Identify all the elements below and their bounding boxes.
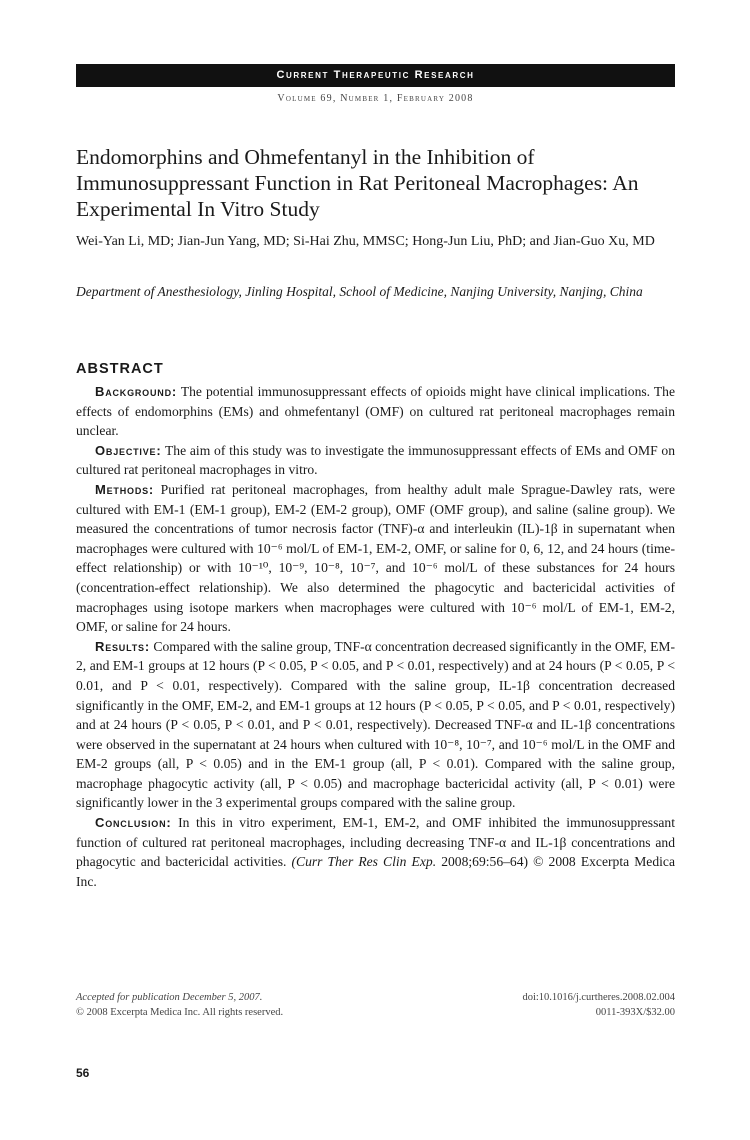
abstract-conclusion [76, 813, 675, 891]
doi: doi:10.1016/j.curtheres.2008.02.004 [522, 992, 675, 1003]
methods-text: Purified rat peritoneal macrophages, from healthy adult male Sprague-Dawley rats, were cultured with EM-1 (EM-1 group), EM-2 (EM-2 group), OMF (OMF group), and saline (saline group). We measured the concentrations of tumor necrosis factor (TNF)-α and interleukin (IL)-1β in supernatant when macrophages were cultured with 10⁻⁶ mol/L of EM-1, EM-2, OMF, or saline for 0, 6, 12, and 24 hours (time-effect relationship) or with 10⁻¹⁰, 10⁻⁹, 10⁻⁸, 10⁻⁷, and 10⁻⁶ mol/L of these substances for 24 hours (concentration-effect relationship). We also determined the phagocytic and bactericidal activities of macrophages using isotope markers when macrophages were cultured with 10⁻⁶ mol/L of EM-1, EM-2, OMF, or saline for 24 hours. [76, 481, 675, 635]
issue-info: Volume 69, Number 1, February 2008 [277, 93, 474, 104]
page-number: 56 [76, 1066, 90, 1080]
abstract-heading: ABSTRACT [76, 361, 164, 377]
background-text: The potential immunosuppressant effects of opioids might have clinical implications. The effects of endomorphins (EMs) and ohmefentanyl (OMF) on cultured rat peritoneal macrophages remain unclear. [76, 384, 675, 439]
copyright-notice: © 2008 Excerpta Medica Inc. All rights reserved. [76, 1007, 284, 1018]
footer-right [420, 990, 675, 1020]
abstract-objective [76, 441, 675, 480]
abstract-methods [76, 480, 675, 637]
conclusion-text: In this in vitro experiment, EM-1, EM-2, and OMF inhibited the immunosuppressant function of cultured rat peritoneal macrophages, including decreasing TNF-α and IL-1β concentrations and phagocytic and bactericidal activities. [76, 815, 675, 870]
citation-journal: (Curr Ther Res Clin Exp. [291, 854, 437, 870]
background-label: Background: [95, 384, 178, 399]
objective-label: Objective: [95, 442, 162, 458]
citation-details: 2008;69:56–64) © 2008 Excerpta Medica Inc. [76, 854, 675, 889]
abstract-results [76, 637, 675, 813]
article-title: Endomorphins and Ohmefentanyl in the Inhibition of Immunosuppressant Function in Rat Peritoneal Macrophages: An Experimental In Vitro Study [76, 145, 639, 221]
author-affiliation: Department of Anesthesiology, Jinling Hospital, School of Medicine, Nanjing University, Nanjing, China [76, 284, 643, 299]
author-list: Wei-Yan Li, MD; Jian-Jun Yang, MD; Si-Hai Zhu, MMSC; Hong-Jun Liu, PhD; and Jian-Guo Xu, MD [76, 234, 655, 249]
accepted-date: Accepted for publication December 5, 2007. [76, 992, 263, 1003]
conclusion-label: Conclusion: [95, 815, 172, 831]
abstract-body [76, 382, 675, 891]
objective-text: The aim of this study was to investigate the immunosuppressant effects of EMs and OMF on cultured rat peritoneal macrophages in vitro. [76, 442, 675, 478]
abstract-background [76, 382, 675, 441]
footer-left [76, 990, 396, 1020]
methods-label: Methods: [95, 481, 155, 497]
results-text: Compared with the saline group, TNF-α concentration decreased significantly in the OMF, EM-2, and EM-1 groups at 12 hours (P < 0.05, P < 0.05, and P < 0.01, respectively) and at 24 hours (P < 0.05, P < 0.01, and P < 0.01, respectively). Compared with the saline group, IL-1β concentration decreased significantly in the OMF, EM-2, and EM-1 groups at 12 hours (P < 0.05, P < 0.05, and P < 0.01, respectively) and at 24 hours (P < 0.05, P < 0.01, and P < 0.01, respectively). Decreased TNF-α and IL-1β concentrations were observed in the supernatant at 24 hours when cultured with 10⁻⁸, 10⁻⁷, and 10⁻⁶ mol/L in the OMF and EM-2 groups (all, P < 0.05) and in the EM-1 group (all, P < 0.01). Compared with the saline group, macrophage phagocytic activity (all, P < 0.05) and macrophage bactericidal activity (all, P < 0.01) were significantly lower in the 3 experimental groups compared with the saline group. [76, 638, 676, 811]
results-label: Results: [95, 638, 150, 654]
issn-price: 0011-393X/$32.00 [595, 1007, 675, 1018]
journal-name-banner: Current Therapeutic Research [76, 64, 675, 87]
